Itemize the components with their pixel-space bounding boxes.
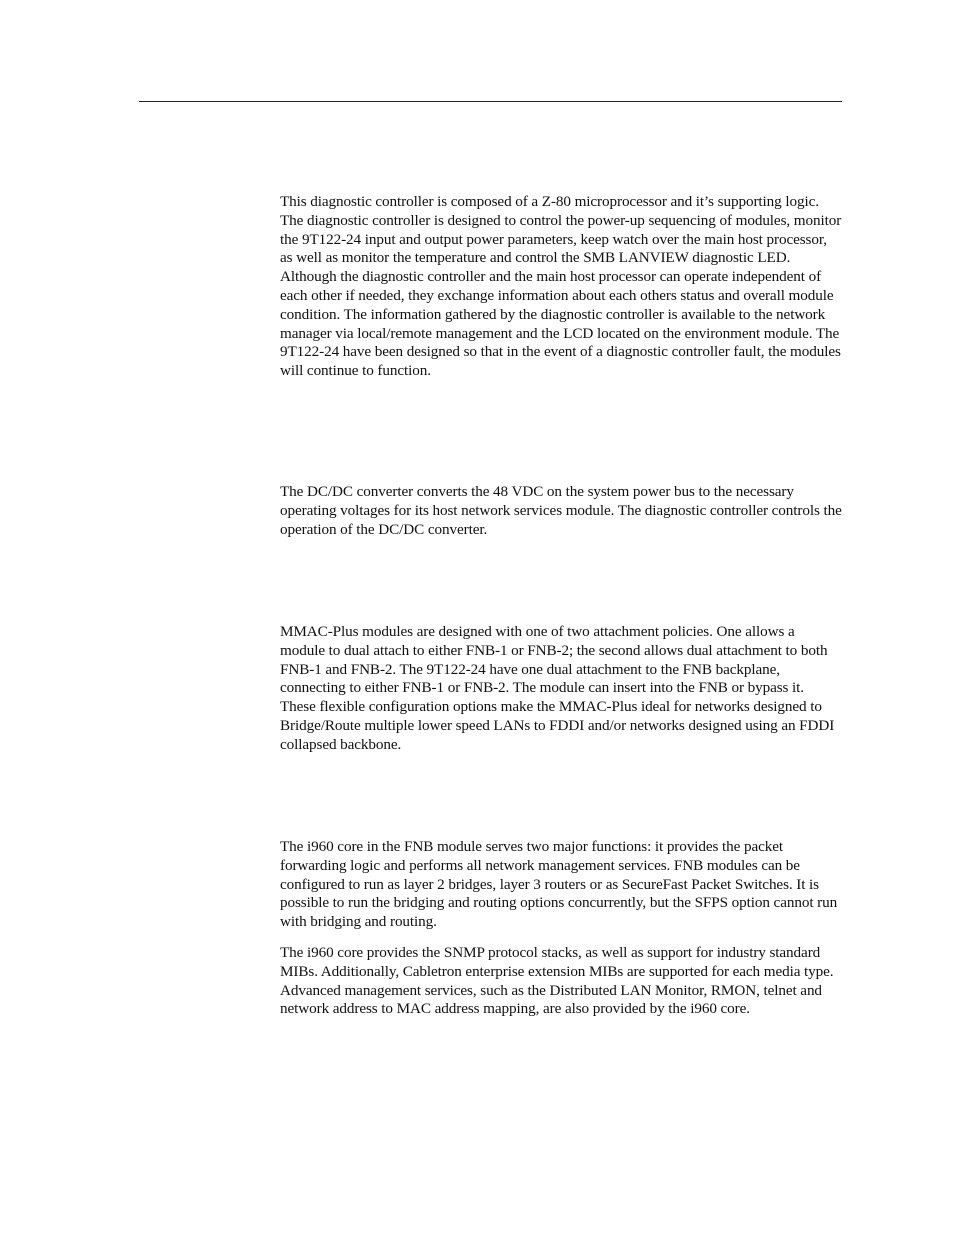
header-rule (139, 101, 842, 102)
paragraph-diagnostic-controller: This diagnostic controller is composed of a Z-80 microprocessor and it’s supporting logic. The diagnostic controller is designed to control the power-up sequencing of modules, monitor the 9T122-24 input and output power parameters, keep watch over the main host processor, as well as monitor the temperature and control the SMB LANVIEW diagnostic LED. Although the diagnostic controller and the main host processor can operate independent of each other if needed, they exchange information about each others status and overall module condition. The information gathered by the diagnostic controller is available to the network manager via local/remote management and the LCD located on the environment module. The 9T122-24 have been designed so that in the event of a diagnostic controller fault, the modules will continue to function. (280, 193, 842, 380)
paragraph-i960-core-management: The i960 core provides the SNMP protocol stacks, as well as support for industry standard MIBs. Additionally, Cabletron enterprise extension MIBs are supported for each media type. Advanced management services, such as the Distributed LAN Monitor, RMON, telnet and network address to MAC address mapping, are also provided by the i960 core. (280, 944, 834, 1018)
paragraph-i960-core-functions: The i960 core in the FNB module serves two major functions: it provides the packet forwarding logic and performs all network management services. FNB modules can be configured to run as layer 2 bridges, layer 3 routers or as SecureFast Packet Switches. It is possible to run the bridging and routing options concurrently, but the SFPS option cannot run with bridging and routing. (280, 838, 838, 931)
paragraph-dc-dc-converter: The DC/DC converter converts the 48 VDC on the system power bus to the necessary operating voltages for its host network services module. The diagnostic controller controls the operation of the DC/DC converter. (280, 483, 842, 538)
paragraph-fnb-attachment: MMAC-Plus modules are designed with one of two attachment policies. One allows a module to dual attach to either FNB-1 or FNB-2; the second allows dual attachment to both FNB-1 and FNB-2. The 9T122-24 have one dual attachment to the FNB backplane, connecting to either FNB-1 or FNB-2. The module can insert into the FNB or bypass it. These flexible configuration options make the MMAC-Plus ideal for networks designed to Bridge/Route multiple lower speed LANs to FDDI and/or networks designed using an FDDI collapsed backbone. (280, 623, 835, 753)
